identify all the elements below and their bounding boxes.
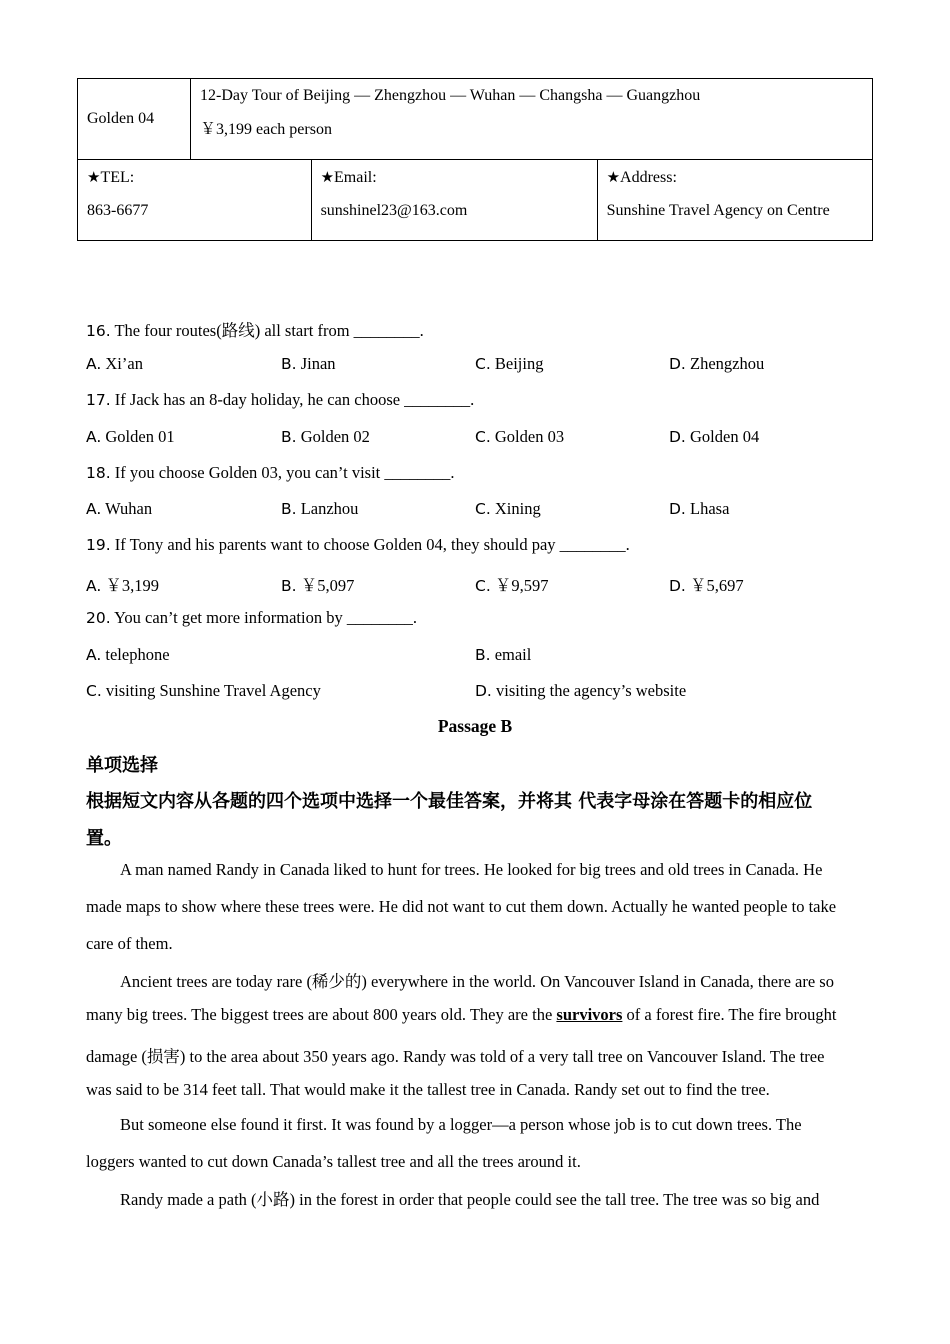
underlined-word: survivors	[556, 1005, 623, 1024]
question-text: If Jack has an 8-day holiday, he can choose ________.	[110, 390, 475, 409]
question-19	[86, 535, 630, 555]
golden04-label-cell	[78, 79, 191, 160]
table-row	[78, 160, 873, 241]
question-17	[86, 390, 474, 410]
paragraph-3-line-1: But someone else found it first. It was found by a logger—a person whose job is to cut down trees. The	[120, 1115, 802, 1134]
question-number: 17.	[86, 391, 111, 409]
q19-option-c: C. ￥9,597	[475, 576, 549, 595]
q17-option-c: C. Golden 03	[475, 427, 565, 446]
question-number: 16.	[86, 322, 111, 340]
tel-cell	[78, 160, 312, 241]
tel-value: 863-6677	[87, 202, 149, 219]
q16-option-c: C. Beijing	[475, 354, 544, 373]
question-number: 18.	[86, 464, 111, 482]
golden04-price: ￥3,199 each person	[200, 121, 332, 138]
question-16	[86, 317, 424, 341]
paragraph-2-line-2: many big trees. The biggest trees are about 800 years old. They are the survivors of a forest fire. The fire brought	[86, 1005, 837, 1024]
paragraph-1-line-1: A man named Randy in Canada liked to hunt for trees. He looked for big trees and old trees in Canada. He	[120, 860, 823, 879]
q16-option-b: B. Jinan	[281, 354, 336, 373]
question-text: You can’t get more information by ________.	[110, 608, 417, 627]
instruction-line-2: 置。	[86, 828, 122, 849]
question-text: If Tony and his parents want to choose Golden 04, they should pay ________.	[110, 535, 630, 554]
question-number: 19.	[86, 536, 111, 554]
paragraph-1-line-2: made maps to show where these trees were. He did not want to cut them down. Actually he wanted people to take	[86, 897, 837, 916]
golden04-route: 12-Day Tour of Beijing — Zhengzhou — Wuhan — Changsha — Guangzhou	[200, 87, 701, 104]
golden04-details-cell	[191, 79, 873, 160]
golden04-label: Golden 04	[87, 110, 155, 127]
question-text: If you choose Golden 03, you can’t visit ________.	[110, 463, 455, 482]
email-value: sunshinel23@163.com	[320, 202, 468, 219]
q16-option-a: A. Xi’an	[86, 354, 143, 373]
paragraph-2-line-4: was said to be 314 feet tall. That would make it the tallest tree in Canada. Randy set out to find the tree.	[86, 1080, 770, 1099]
question-18	[86, 463, 455, 483]
question-text: The four routes(路线) all start from ________.	[110, 321, 424, 340]
instruction-line-1: 根据短文内容从各题的四个选项中选择一个最佳答案，并将其 代表字母涂在答题卡的相应位	[86, 791, 813, 812]
paragraph-2-line-3: damage (损害) to the area about 350 years ago. Randy was told of a very tall tree on Vancouver Island. The tree	[86, 1047, 825, 1066]
star-icon: ★	[320, 168, 335, 186]
tour-table	[77, 78, 873, 241]
q20-option-b: B. email	[475, 645, 532, 664]
q18-option-c: C. Xining	[475, 499, 541, 518]
question-number: 20.	[86, 609, 111, 627]
address-label: Address:	[620, 169, 677, 186]
email-cell	[311, 160, 597, 241]
paragraph-2-line-1: Ancient trees are today rare (稀少的) everywhere in the world. On Vancouver Island in Canada, there are so	[120, 972, 834, 991]
section-label: 单项选择	[86, 755, 158, 776]
q17-option-a: A. Golden 01	[86, 427, 175, 446]
star-icon: ★	[87, 168, 101, 186]
q20-option-a: A. telephone	[86, 645, 170, 664]
question-20	[86, 608, 417, 628]
address-value: Sunshine Travel Agency on Centre	[606, 202, 830, 219]
q18-option-a: A. Wuhan	[86, 499, 153, 518]
q19-option-d: D. ￥5,697	[669, 576, 744, 595]
tel-label: TEL:	[100, 169, 135, 186]
q17-option-d: D. Golden 04	[669, 427, 760, 446]
q19-option-a: A. ￥3,199	[86, 576, 160, 595]
q18-option-d: D. Lhasa	[669, 499, 730, 518]
q16-option-d: D. Zhengzhou	[669, 354, 765, 373]
address-cell	[597, 160, 872, 241]
paragraph-4-line-1: Randy made a path (小路) in the forest in order that people could see the tall tree. The tree was so big and	[120, 1190, 820, 1209]
q20-option-c: C. visiting Sunshine Travel Agency	[86, 681, 321, 700]
q19-option-b: B. ￥5,097	[281, 576, 355, 595]
q20-option-d: D. visiting the agency’s website	[475, 681, 687, 700]
q18-option-b: B. Lanzhou	[281, 499, 359, 518]
table-row	[78, 79, 873, 160]
passage-title: Passage B	[437, 716, 513, 736]
q17-option-b: B. Golden 02	[281, 427, 370, 446]
paragraph-3-line-2: loggers wanted to cut down Canada’s tallest tree and all the trees around it.	[86, 1152, 581, 1171]
paragraph-1-line-3: care of them.	[86, 934, 173, 953]
email-label: Email:	[334, 169, 377, 186]
star-icon: ★	[606, 168, 621, 186]
